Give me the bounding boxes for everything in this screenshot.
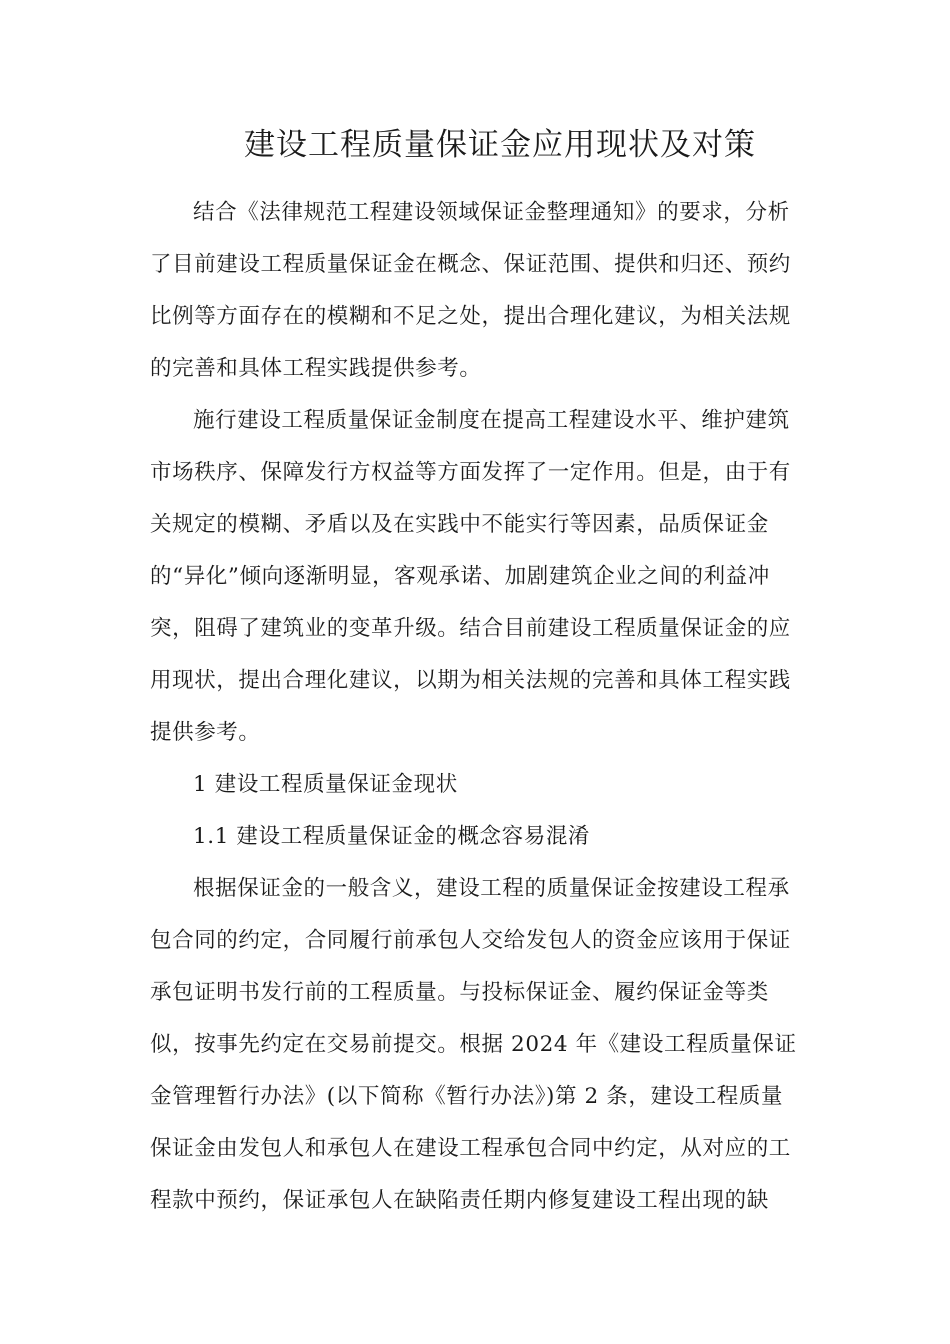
paragraph-2-line-1: 施行建设工程质量保证金制度在提高工程建设水平、维护建筑: [193, 408, 790, 433]
paragraph-3-line-5: 金管理暂行办法》(以下简称《暂行办法》)第 2 条，建设工程质量: [150, 1084, 784, 1109]
paragraph-3-line-7: 程款中预约，保证承包人在缺陷责任期内修复建设工程出现的缺: [150, 1188, 769, 1213]
paragraph-3-line-6: 保证金由发包人和承包人在建设工程承包合同中约定，从对应的工: [150, 1136, 791, 1161]
paragraph-1-line-3: 比例等方面存在的模糊和不足之处，提出合理化建议，为相关法规: [150, 304, 791, 329]
subsection-heading-1-1: 1.1 建设工程质量保证金的概念容易混淆: [193, 824, 591, 849]
paragraph-1-line-2: 了目前建设工程质量保证金在概念、保证范围、提供和归还、预约: [150, 252, 791, 277]
paragraph-3-line-3: 承包证明书发行前的工程质量。与投标保证金、履约保证金等类: [150, 980, 769, 1005]
paragraph-2-line-6: 用现状，提出合理化建议，以期为相关法规的完善和具体工程实践: [150, 668, 791, 693]
paragraph-2-line-5: 突，阻碍了建筑业的变革升级。结合目前建设工程质量保证金的应: [150, 616, 791, 641]
document-title: 建设工程质量保证金应用现状及对策: [244, 127, 756, 163]
paragraph-2-line-2: 市场秩序、保障发行方权益等方面发挥了一定作用。但是，由于有: [150, 460, 791, 485]
paragraph-2-line-7: 提供参考。: [150, 720, 261, 745]
section-heading-1: 1 建设工程质量保证金现状: [193, 772, 458, 797]
paragraph-1-line-1: 结合《法律规范工程建设领域保证金整理通知》的要求，分析: [193, 200, 790, 225]
paragraph-1-line-4: 的完善和具体工程实践提供参考。: [150, 356, 482, 381]
paragraph-3-line-2: 包合同的约定，合同履行前承包人交给发包人的资金应该用于保证: [150, 928, 791, 953]
paragraph-2-line-3: 关规定的模糊、矛盾以及在实践中不能实行等因素，品质保证金: [150, 512, 769, 537]
paragraph-3-line-4: 似，按事先约定在交易前提交。根据 2024 年《建设工程质量保证: [150, 1032, 797, 1057]
paragraph-3-line-1: 根据保证金的一般含义，建设工程的质量保证金按建设工程承: [193, 876, 790, 901]
paragraph-2-line-4: 的“异化”倾向逐渐明显，客观承诺、加剧建筑企业之间的利益冲: [150, 564, 770, 589]
